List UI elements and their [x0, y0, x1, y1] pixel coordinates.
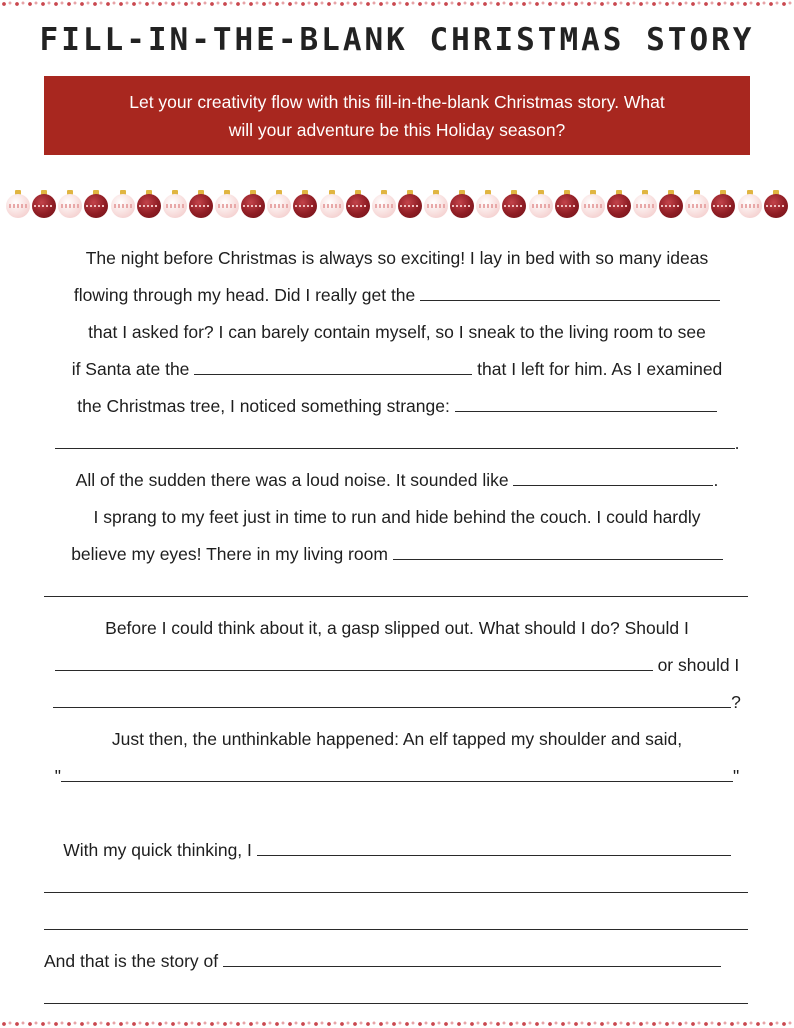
story-text: All of the sudden there was a loud noise. It sounded like — [75, 470, 509, 490]
story-line — [44, 869, 750, 906]
red-ornament-icon — [32, 190, 56, 218]
pink-ornament-icon — [58, 190, 82, 218]
ornament-garland — [0, 190, 794, 222]
story-line — [44, 684, 750, 721]
red-ornament-icon — [711, 190, 735, 218]
intro-banner — [44, 76, 750, 155]
quote-open: " — [54, 766, 61, 786]
page-title: FILL-IN-THE-BLANK CHRISTMAS STORY — [39, 22, 755, 58]
story-text: The night before Christmas is always so exciting! I lay in bed with so many ideas — [85, 248, 709, 268]
pink-ornament-icon — [685, 190, 709, 218]
story-text: . — [713, 470, 719, 490]
pink-ornament-icon — [738, 190, 762, 218]
story-text: flowing through my head. Did I really get the — [73, 285, 416, 305]
blank-quick-thinking[interactable] — [257, 840, 731, 856]
story-line — [44, 906, 750, 943]
story-text: With my quick thinking, I — [63, 840, 252, 860]
blank-option-one[interactable] — [55, 655, 653, 671]
blank-quick-thinking-continued-2[interactable] — [44, 914, 748, 930]
story-line — [44, 314, 750, 351]
blank-loud-noise[interactable] — [513, 470, 713, 486]
pink-ornament-icon — [633, 190, 657, 218]
story-line — [44, 721, 750, 758]
blank-santa-snack[interactable] — [194, 359, 472, 375]
pink-ornament-icon — [6, 190, 30, 218]
story-text: . — [734, 433, 740, 453]
blank-living-room-sight-continued[interactable] — [44, 581, 748, 597]
pink-ornament-icon — [372, 190, 396, 218]
blank-strange-thing[interactable] — [455, 396, 717, 412]
decorative-border-top — [0, 0, 794, 8]
story-text: that I asked for? I can barely contain myself, so I sneak to the living room to see — [88, 322, 706, 342]
story-line — [44, 240, 750, 277]
blank-strange-thing-continued[interactable] — [55, 433, 735, 449]
pink-ornament-icon — [215, 190, 239, 218]
red-ornament-icon — [293, 190, 317, 218]
red-ornament-icon — [659, 190, 683, 218]
story-text: or should I — [657, 655, 740, 675]
story-body — [44, 240, 750, 1017]
story-line — [44, 943, 750, 980]
pink-ornament-icon — [111, 190, 135, 218]
red-ornament-icon — [137, 190, 161, 218]
story-text: believe my eyes! There in my living room — [71, 544, 388, 564]
story-line — [44, 462, 750, 499]
blank-option-two[interactable] — [53, 692, 731, 708]
story-line — [44, 610, 750, 647]
story-line — [44, 758, 750, 795]
intro-text-line-1: Let your creativity flow with this fill-in-the-blank Christmas story. What — [129, 91, 665, 112]
blank-elf-quote[interactable] — [61, 766, 733, 782]
pink-ornament-icon — [581, 190, 605, 218]
red-ornament-icon — [555, 190, 579, 218]
story-line — [44, 277, 750, 314]
story-text: I sprang to my feet just in time to run and hide behind the couch. I could hardly — [93, 507, 701, 527]
intro-text-line-2: will your adventure be this Holiday season? — [228, 119, 566, 140]
story-line — [44, 980, 750, 1017]
story-text: if Santa ate the — [71, 359, 190, 379]
red-ornament-icon — [502, 190, 526, 218]
red-ornament-icon — [189, 190, 213, 218]
red-ornament-icon — [450, 190, 474, 218]
red-ornament-icon — [346, 190, 370, 218]
blank-story-title[interactable] — [223, 951, 721, 967]
story-line — [44, 388, 750, 425]
story-line — [44, 573, 750, 610]
story-text: Just then, the unthinkable happened: An elf tapped my shoulder and said, — [111, 729, 683, 749]
red-ornament-icon — [398, 190, 422, 218]
story-line — [44, 499, 750, 536]
story-line — [44, 536, 750, 573]
blank-gift[interactable] — [420, 285, 720, 301]
story-text: that I left for him. As I examined — [477, 359, 723, 379]
pink-ornament-icon — [267, 190, 291, 218]
pink-ornament-icon — [163, 190, 187, 218]
quote-close: " — [733, 766, 740, 786]
red-ornament-icon — [607, 190, 631, 218]
red-ornament-icon — [84, 190, 108, 218]
story-line — [44, 832, 750, 869]
story-line — [44, 647, 750, 684]
blank-living-room-sight[interactable] — [393, 544, 723, 560]
story-text: the Christmas tree, I noticed something strange: — [77, 396, 450, 416]
decorative-border-bottom — [0, 1020, 794, 1028]
pink-ornament-icon — [424, 190, 448, 218]
red-ornament-icon — [241, 190, 265, 218]
red-ornament-icon — [764, 190, 788, 218]
blank-quick-thinking-continued-1[interactable] — [44, 877, 748, 893]
story-line — [44, 351, 750, 388]
blank-story-title-continued[interactable] — [44, 988, 748, 1004]
pink-ornament-icon — [529, 190, 553, 218]
story-line — [44, 425, 750, 462]
spacer — [44, 795, 750, 832]
story-text: ? — [731, 692, 741, 712]
story-text: Before I could think about it, a gasp slipped out. What should I do? Should I — [105, 618, 689, 638]
pink-ornament-icon — [476, 190, 500, 218]
pink-ornament-icon — [320, 190, 344, 218]
story-text: And that is the story of — [44, 951, 219, 971]
